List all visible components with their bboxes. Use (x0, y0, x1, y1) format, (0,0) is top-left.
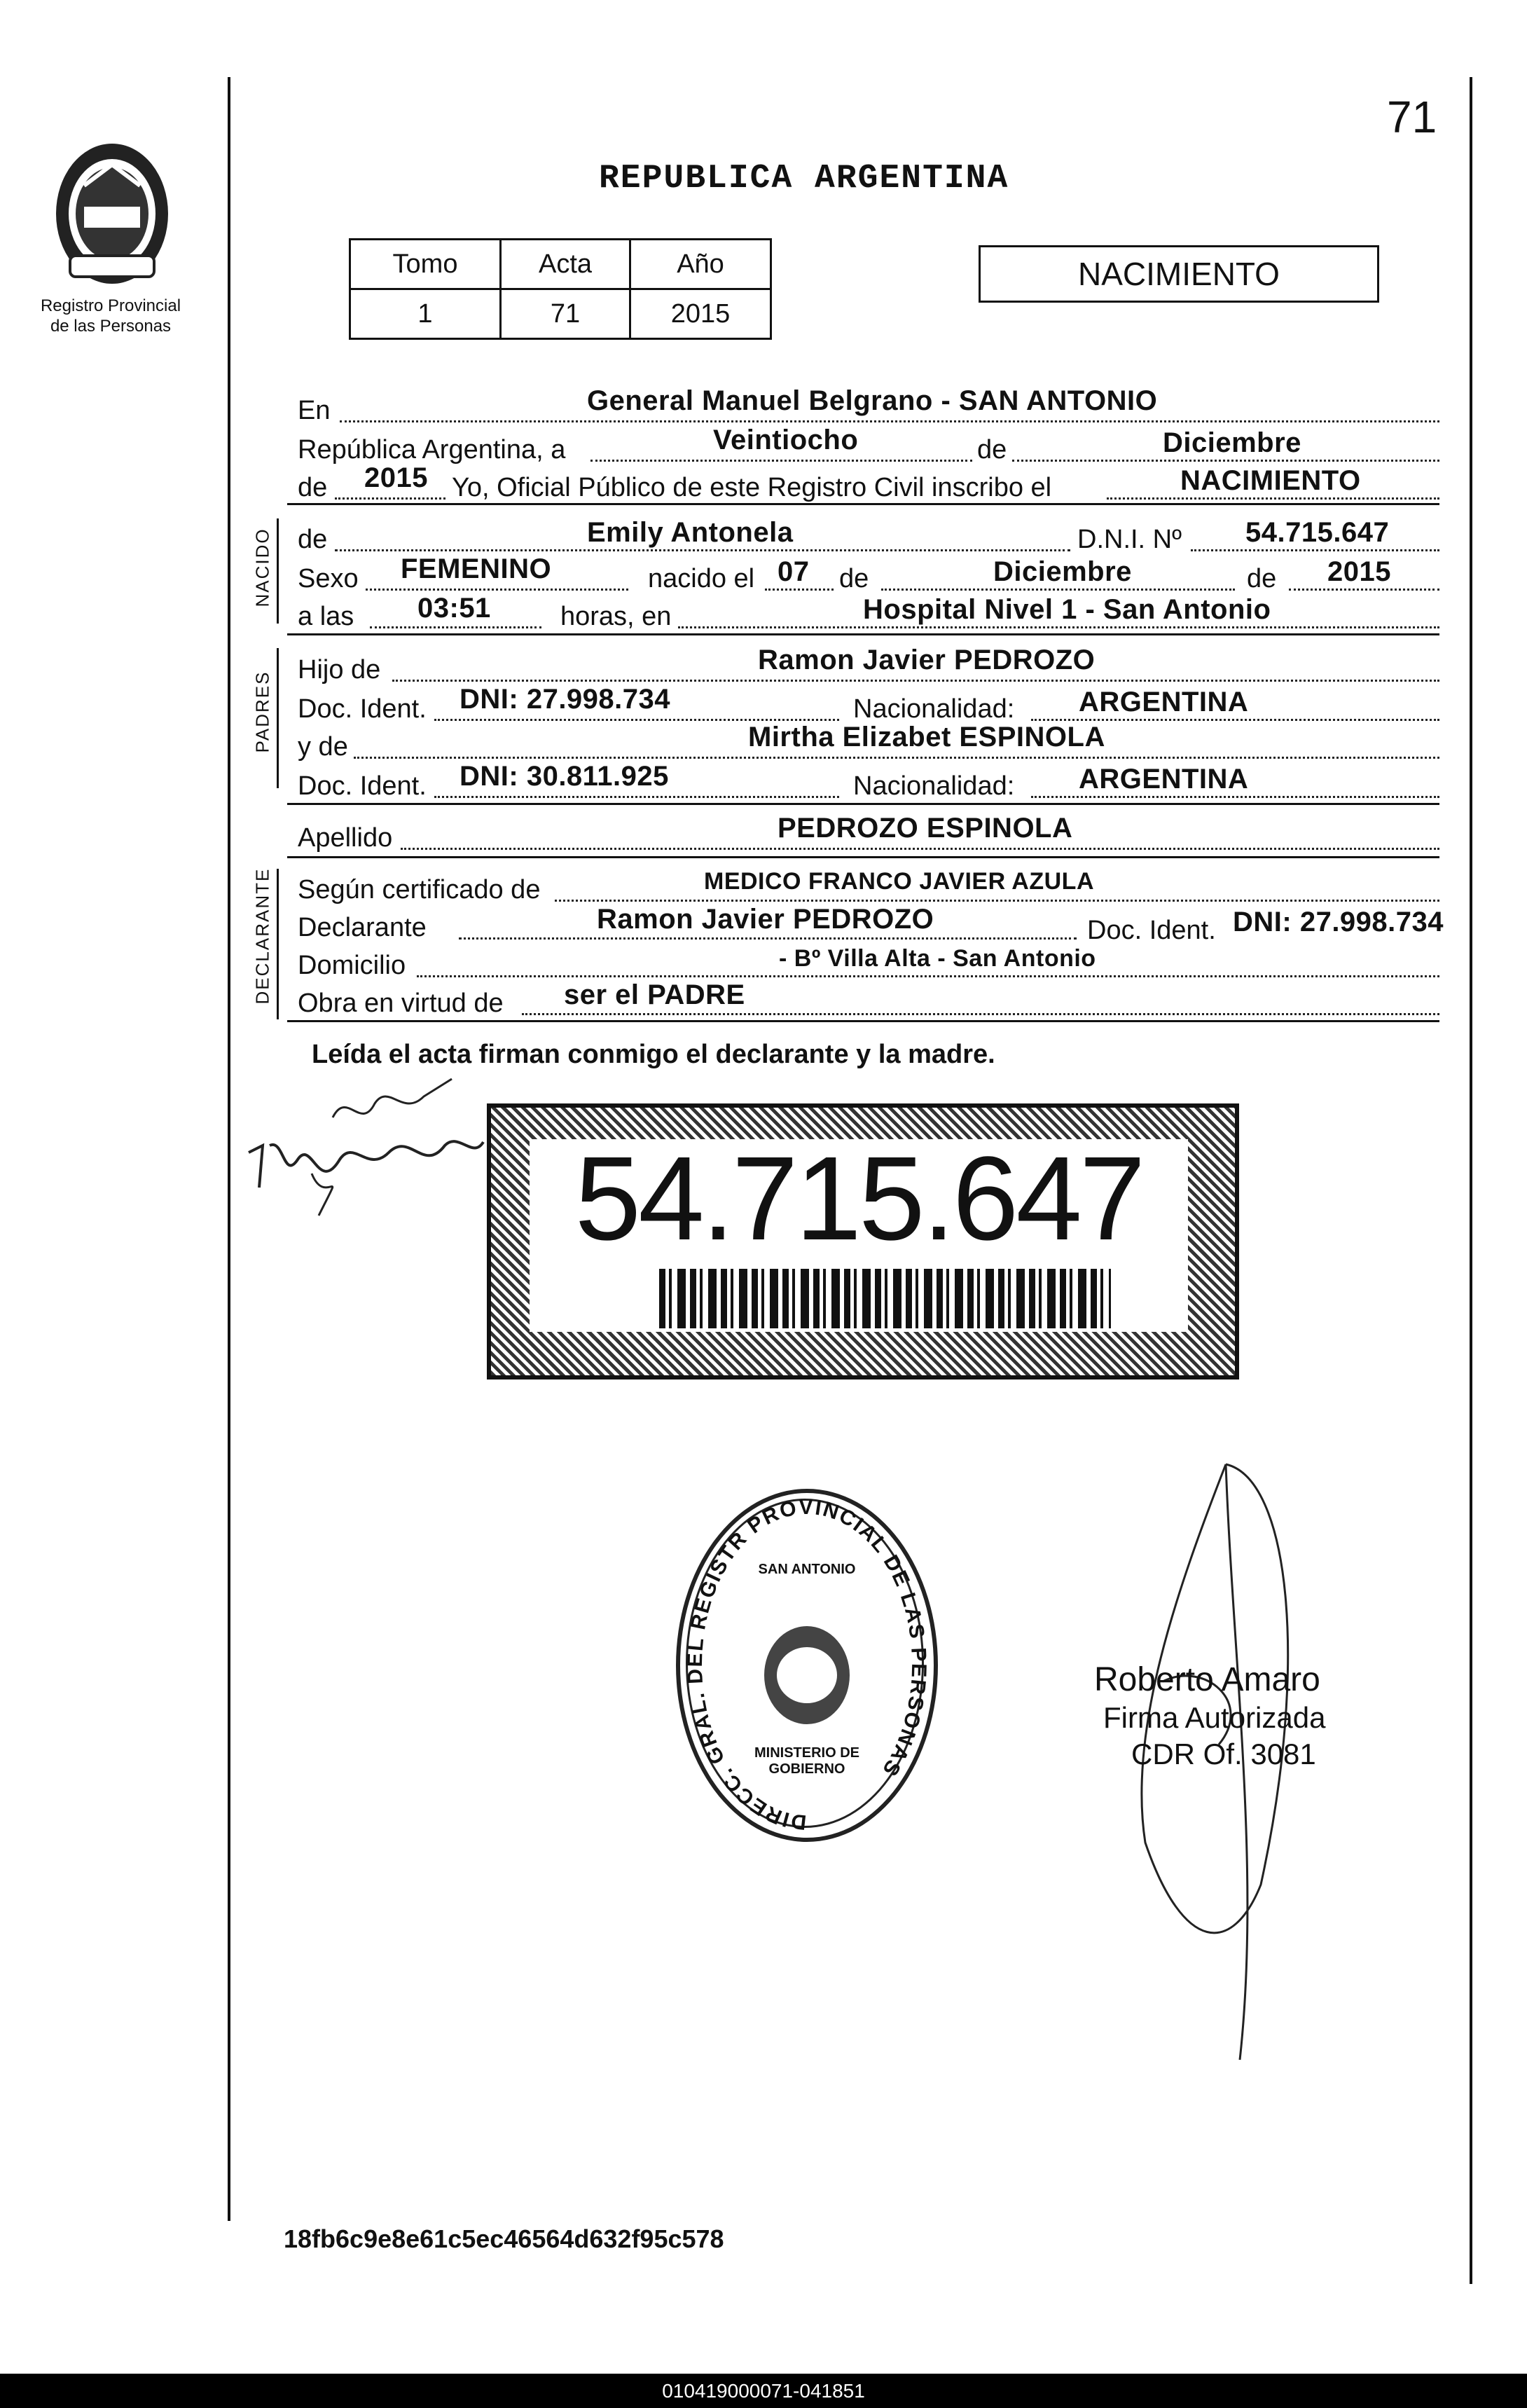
dots (392, 680, 1439, 682)
dots (522, 1013, 1439, 1015)
value-declarante: Ramon Javier PEDROZO (597, 904, 934, 935)
declarant-signature (242, 1075, 494, 1223)
section-divider (287, 856, 1439, 858)
label-horas-en: horas, en (560, 602, 672, 631)
section-divider (287, 633, 1439, 635)
dots (881, 589, 1235, 591)
value-dni: 54.715.647 (1245, 517, 1390, 548)
label-obra: Obra en virtud de (298, 989, 504, 1018)
label-de2: de (839, 564, 869, 593)
section-divider (287, 503, 1439, 505)
value-padre-nac: ARGENTINA (1079, 687, 1249, 717)
page-title: REPUBLICA ARGENTINA (599, 160, 1009, 198)
dots (335, 497, 445, 500)
section-label-padres: PADRES (251, 670, 273, 753)
dots (401, 848, 1439, 850)
label-de: de (298, 473, 328, 502)
document-hash: 18fb6c9e8e61c5ec46564d632f95c578 (284, 2224, 724, 2253)
dots (434, 719, 839, 721)
dots (370, 626, 541, 628)
seal-outer-text: DIRECC. GRAL. DEL REGISTR PROVINCIAL DE LAS PERSONAS (683, 1495, 931, 1834)
section-label-nacido: NACIDO (251, 528, 273, 607)
volume-header-acta: Acta (501, 240, 630, 289)
label-nacionalidad2: Nacionalidad: (853, 771, 1015, 801)
label-de-mes: de (977, 435, 1007, 465)
label-y-de: y de (298, 732, 348, 762)
label-sexo: Sexo (298, 564, 359, 593)
seal-inner-text: MINISTERIO DE GOBIERNO (754, 1745, 859, 1777)
section-bar-padres (277, 648, 279, 788)
logo-caption-line1: Registro Provincial (40, 296, 181, 315)
label-dni: D.N.I. Nº (1077, 525, 1182, 554)
right-margin-line (1470, 77, 1472, 2284)
value-acto: NACIMIENTO (1180, 465, 1361, 496)
dots (1107, 497, 1439, 500)
label-en: En (298, 396, 331, 425)
value-anio: 2015 (364, 462, 428, 493)
value-madre-nac: ARGENTINA (1079, 764, 1249, 794)
dots (765, 589, 834, 591)
label-republica: República Argentina, a (298, 435, 566, 465)
section-label-declarante: DECLARANTE (251, 867, 273, 1005)
value-sexo: FEMENINO (401, 553, 552, 584)
province-logo (42, 137, 182, 291)
value-apellido: PEDROZO ESPINOLA (778, 813, 1073, 844)
volume-header-anio: Año (630, 240, 771, 289)
volume-header-tomo: Tomo (350, 240, 501, 289)
volume-value-tomo: 1 (350, 289, 501, 339)
official-seal (676, 1489, 938, 1842)
label-segun: Según certificado de (298, 875, 541, 904)
value-domicilio: - Bº Villa Alta - San Antonio (779, 945, 1096, 972)
province-seal-icon (42, 137, 182, 291)
value-mes: Diciembre (1163, 427, 1301, 458)
dots (1012, 460, 1439, 462)
value-hora: 03:51 (417, 593, 491, 624)
label-doc-ident2: Doc. Ident. (298, 771, 427, 801)
value-nombre: Emily Antonela (587, 517, 794, 548)
dots (678, 626, 1439, 628)
section-divider (287, 803, 1439, 805)
value-padre: Ramon Javier PEDROZO (758, 645, 1096, 675)
value-lugar: General Manuel Belgrano - SAN ANTONIO (587, 385, 1158, 416)
value-madre-dni: DNI: 30.811.925 (460, 761, 669, 792)
label-yo: Yo, Oficial Público de este Registro Civil inscribo el (452, 473, 1052, 502)
value-dia-nac: 07 (778, 556, 810, 587)
label-a-las: a las (298, 602, 354, 631)
label-apellido: Apellido (298, 823, 393, 853)
left-margin-line (228, 77, 230, 2221)
dots (335, 549, 1070, 551)
label-domicilio: Domicilio (298, 951, 406, 980)
dots (340, 420, 1439, 422)
volume-value-acta: 71 (501, 289, 630, 339)
value-mes-nac: Diciembre (993, 556, 1132, 587)
section-bar-nacido (277, 518, 279, 624)
footer-code: 010419000071-041851 (662, 2380, 865, 2402)
dots (1031, 796, 1439, 798)
section-bar-declarante (277, 869, 279, 1019)
dots (366, 589, 628, 591)
logo-caption-line2: de las Personas (50, 317, 172, 336)
seal-top-text: SAN ANTONIO (758, 1562, 856, 1577)
label-hijo-de: Hijo de (298, 655, 381, 684)
value-obra: ser el PADRE (564, 979, 745, 1010)
dni-stamp-inner (530, 1132, 1188, 1332)
section-divider (287, 1020, 1439, 1022)
seal-emblem (764, 1626, 850, 1724)
label-de-nombre: de (298, 525, 328, 554)
label-nacionalidad1: Nacionalidad: (853, 694, 1015, 724)
volume-value-anio: 2015 (630, 289, 771, 339)
value-dia-texto: Veintiocho (713, 425, 859, 455)
label-doc-ident3: Doc. Ident. (1087, 916, 1216, 945)
dots (1289, 589, 1439, 591)
dni-barcode (659, 1269, 1111, 1328)
dots (1031, 719, 1439, 721)
value-declarante-dni: DNI: 27.998.734 (1233, 907, 1444, 937)
value-anio-nac: 2015 (1327, 556, 1391, 587)
dots (459, 937, 1077, 940)
document-type-box (979, 245, 1379, 303)
page-number: 71 (1387, 92, 1437, 142)
label-declarante: Declarante (298, 913, 427, 942)
dni-stamp-number: 54.715.647 (574, 1132, 1143, 1265)
closing-statement: Leída el acta firman conmigo el declarante y la madre. (312, 1040, 995, 1069)
value-lugar-nac: Hospital Nivel 1 - San Antonio (863, 594, 1271, 625)
dots (1191, 549, 1439, 551)
value-padre-dni: DNI: 27.998.734 (460, 684, 671, 715)
label-doc-ident1: Doc. Ident. (298, 694, 427, 724)
volume-table (349, 238, 772, 340)
dots (590, 460, 972, 462)
document-type-label: NACIMIENTO (1078, 256, 1280, 292)
official-name: Roberto Amaro (1094, 1661, 1320, 1698)
value-certificado: MEDICO FRANCO JAVIER AZULA (704, 868, 1094, 895)
dots (434, 796, 839, 798)
label-de3: de (1247, 564, 1277, 593)
footer-bar (0, 2374, 1527, 2408)
value-madre: Mirtha Elizabet ESPINOLA (748, 722, 1105, 752)
official-ref: CDR Of. 3081 (1131, 1738, 1316, 1770)
dots (555, 900, 1439, 902)
official-title: Firma Autorizada (1103, 1701, 1326, 1734)
dots (417, 975, 1439, 977)
label-nacido-el: nacido el (648, 564, 755, 593)
dots (354, 757, 1439, 759)
dni-stamp (487, 1103, 1239, 1380)
